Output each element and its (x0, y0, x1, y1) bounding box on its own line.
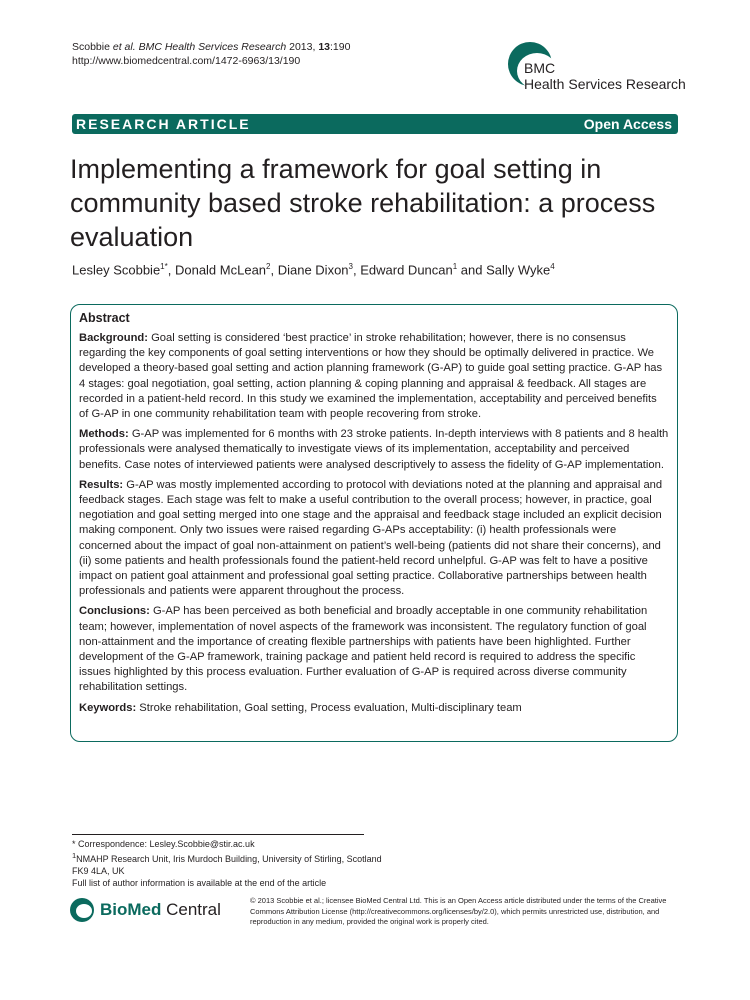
citation-authors: Scobbie (72, 41, 110, 53)
author-affiliation: 4 (550, 262, 555, 271)
keywords-text: Stroke rehabilitation, Goal setting, Process evaluation, Multi-disciplinary team (136, 701, 522, 714)
conclusions-label: Conclusions: (79, 605, 150, 618)
article-type-banner (72, 114, 678, 134)
author-name: Donald McLean (174, 262, 267, 278)
author-affiliation: 2 (266, 262, 271, 271)
open-access-label: Open Access (583, 116, 672, 132)
affiliation-line-1: NMAHP Research Unit, Iris Murdoch Building, University of Stirling, Scotland (76, 854, 382, 864)
citation-volume: 13 (318, 41, 331, 53)
journal-logo-short: BMC (524, 60, 556, 76)
author-name: Sally Wyke (486, 262, 551, 278)
citation-year: 2013, (289, 41, 316, 53)
running-header (72, 40, 350, 68)
author-separator: , (353, 262, 361, 278)
affiliation-note (72, 850, 382, 865)
publisher-logo (70, 896, 220, 926)
background-label: Background: (79, 332, 148, 344)
author-name: Edward Duncan (360, 262, 453, 278)
abstract-conclusions (79, 604, 669, 695)
abstract-heading: Abstract (79, 311, 130, 325)
conclusions-text: G-AP has been perceived as both beneficial and broadly acceptable in one community rehabilitation team; however, implementation of novel aspects of the framework was inconsistent. The regulatory function of goal non-attainment and the importance of creating flexible partnerships with patients have been highlighted. Further development of the G-AP framework, training package and patient held record is required to address the specific issues highlighted by this process evaluation. Further evaluation of G-AP is required across diverse community rehabilitation settings. (79, 605, 648, 694)
background-text: Goal setting is considered ‘best practice’ in stroke rehabilitation; however, there is no consensus regarding the key components of goal setting interventions or how they should be optimally delivered in practice. We developed a theory-based goal setting and action planning framework (G-AP) to guide goal setting practice. G-AP has 4 stages: goal negotiation, goal setting, action planning & coping planning and appraisal & feedback. All stages are recorded in a patient-held record. In this study we examined the implementation, acceptability and perceived benefits of G-AP in one community rehabilitation team with people recovering from stroke. (79, 332, 663, 421)
abstract-box (70, 304, 678, 742)
publisher-logo-part2: Central (161, 900, 221, 919)
license-text: © 2013 Scobbie et al.; licensee BioMed Central Ltd. This is an Open Access article distributed under the terms of the Creative Commons Attribution License (http://creativecommons.org/licenses/by/2.0), which permits unrestricted use, distribution, and reproduction in any medium, provided the original work is properly cited. (250, 896, 667, 926)
citation-etal: et al. (112, 41, 136, 53)
author-affiliation: 1* (160, 262, 168, 271)
full-author-info-note: Full list of author information is available at the end of the article (72, 878, 327, 888)
author-affiliation: 3 (348, 262, 353, 271)
author-name: Diane Dixon (277, 262, 349, 278)
author-separator: , (167, 262, 175, 278)
author-separator: , (270, 262, 278, 278)
journal-logo (508, 38, 688, 98)
journal-logo-name: Health Services Research (524, 76, 686, 92)
affiliation-line-2: FK9 4LA, UK (72, 866, 125, 876)
citation-journal: BMC Health Services Research (138, 41, 287, 53)
footnote-divider (72, 834, 364, 835)
correspondence-note: * Correspondence: Lesley.Scobbie@stir.ac.uk (72, 839, 255, 849)
citation-article: :190 (330, 41, 351, 53)
results-text: G-AP was mostly implemented according to protocol with deviations noted at the planning and appraisal and feedback stages. Each stage was felt to make a useful contribution to the overall process; however, in practice, goal negotiation and goal setting merged into one stage and the appraisal and feedback stage included an explicit decision making component. Only two issues were raised regarding G-APs acceptability: (i) health professionals were concerned about the impact of goal non-attainment on patient’s well-being (patients did not share their concerns), and (ii) some patients and health professionals found the patient-held record unhelpful. G-AP was felt to have a positive impact on patient goal attainment and professional goal setting practice. Collaborative partnerships between health professionals and patients were apparent throughout the process. (79, 478, 663, 598)
article-title: Implementing a framework for goal setting in community based stroke rehabilitation: a process evaluation (70, 154, 656, 252)
affiliation-number: 1 (72, 851, 77, 860)
keywords-label: Keywords: (79, 701, 137, 714)
footnotes (72, 838, 382, 889)
methods-text: G-AP was implemented for 6 months with 23 stroke patients. In-depth interviews with 8 patients and 8 health professionals were analysed thematically to investigate views of its implementation, acceptability and perceived benefits. Case notes of interviewed patients were analysed descriptively to assess the fidelity of G-AP implementation. (79, 428, 669, 471)
results-label: Results: (79, 478, 124, 491)
author-affiliation: 1 (452, 262, 458, 271)
biomed-circle-inner (76, 904, 92, 918)
abstract-methods (79, 427, 669, 473)
article-url[interactable]: http://www.biomedcentral.com/1472-6963/13/190 (72, 55, 301, 67)
methods-label: Methods: (79, 428, 129, 441)
publisher-logo-part1: BioMed (100, 900, 162, 919)
author-and: and (457, 262, 487, 278)
abstract-results (79, 478, 669, 600)
abstract-keywords (79, 701, 669, 716)
citation-line (72, 40, 350, 54)
author-name: Lesley Scobbie (72, 262, 161, 278)
publisher-logo-text (100, 900, 221, 920)
author-list (72, 262, 555, 277)
article-type: RESEARCH ARTICLE (76, 116, 251, 132)
abstract-background (79, 331, 669, 422)
